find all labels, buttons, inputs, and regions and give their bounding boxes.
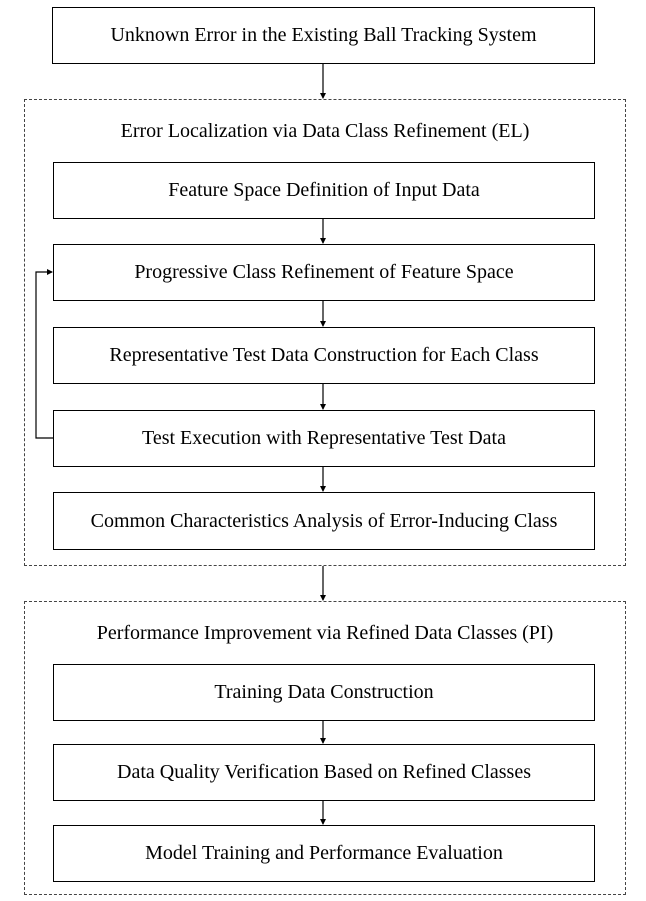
el-step-label: Progressive Class Refinement of Feature Space (134, 261, 514, 283)
unknown-error-label: Unknown Error in the Existing Ball Tracking System (110, 24, 537, 46)
feedback-loop-arrow (36, 272, 53, 438)
el-step-label: Test Execution with Representative Test Data (142, 427, 506, 449)
el-step-label: Common Characteristics Analysis of Error-Inducing Class (90, 509, 558, 532)
pi-step-label: Model Training and Performance Evaluation (145, 842, 503, 864)
pi-step-label: Data Quality Verification Based on Refined Classes (117, 761, 531, 783)
el-step-label: Feature Space Definition of Input Data (168, 179, 480, 201)
el-step-label: Representative Test Data Construction for Each Class (109, 344, 539, 366)
pi-step-label: Training Data Construction (214, 681, 434, 703)
error-localization-title: Error Localization via Data Class Refinement (EL) (120, 120, 530, 142)
performance-improvement-title: Performance Improvement via Refined Data Classes (PI) (96, 622, 554, 644)
